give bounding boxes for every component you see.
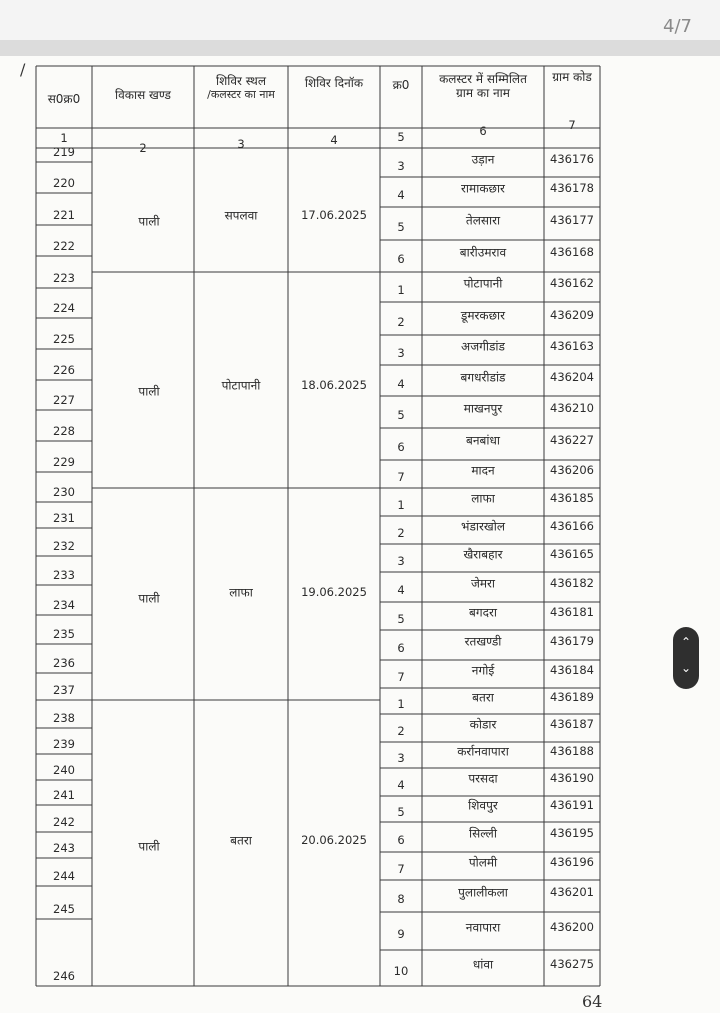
village-name: रामाकछार <box>461 181 505 196</box>
village-name: तेलसारा <box>465 213 501 227</box>
village-seq: 8 <box>397 892 405 906</box>
village-name: रतखण्डी <box>464 634 502 649</box>
village-name: पोटापानी <box>463 276 503 291</box>
serial-number: 222 <box>53 239 75 253</box>
village-name: बारीउमराव <box>459 245 507 260</box>
group-date: 18.06.2025 <box>301 378 367 392</box>
serial-number: 223 <box>53 271 75 285</box>
header-village-line1: कलस्टर में सम्मिलित <box>439 72 527 86</box>
page-scroll-control[interactable] <box>673 627 699 689</box>
village-code: 436195 <box>550 826 594 840</box>
header-camp-site <box>194 74 288 102</box>
village-name: धांवा <box>472 957 494 972</box>
village-seq: 2 <box>397 526 405 540</box>
group-block: पाली <box>138 591 160 606</box>
village-code: 436206 <box>550 463 594 477</box>
serial-number: 239 <box>53 737 75 751</box>
village-seq: 7 <box>397 862 405 876</box>
serial-number: 228 <box>53 424 75 438</box>
serial-number: 230 <box>53 485 75 499</box>
village-code: 436182 <box>550 576 594 590</box>
village-seq: 1 <box>397 498 405 512</box>
village-code: 436185 <box>550 491 594 505</box>
village-name: डूमरकछार <box>460 308 506 322</box>
village-seq: 7 <box>397 470 405 484</box>
village-seq: 5 <box>397 219 405 234</box>
village-seq: 2 <box>397 314 405 329</box>
serial-number: 221 <box>53 208 75 222</box>
serial-number: 233 <box>53 568 75 582</box>
village-seq: 5 <box>397 805 405 819</box>
village-code: 436165 <box>550 547 594 561</box>
header-block: विकास खण्ड <box>115 88 171 102</box>
village-name: नवापारा <box>465 920 501 935</box>
serial-number: 229 <box>53 455 75 469</box>
village-code: 436275 <box>550 957 594 971</box>
village-seq: 10 <box>393 964 409 978</box>
village-seq: 3 <box>397 158 405 173</box>
serial-number: 227 <box>53 393 75 407</box>
colnum-1: 1 <box>60 131 68 145</box>
village-seq: 1 <box>397 283 405 297</box>
village-code: 436227 <box>550 433 594 447</box>
village-name: कर्रानवापारा <box>457 744 509 759</box>
group-block: पाली <box>138 839 160 854</box>
colnum-7: 7 <box>568 118 576 132</box>
group-date: 19.06.2025 <box>301 585 367 599</box>
village-code: 436162 <box>550 276 594 290</box>
village-seq: 4 <box>397 583 405 597</box>
colnum-2: 2 <box>139 141 147 155</box>
header-village-name <box>422 72 544 100</box>
colnum-5: 5 <box>397 130 405 144</box>
page-indicator: 4/7 <box>663 16 692 37</box>
serial-number: 220 <box>53 176 75 190</box>
village-code: 436200 <box>550 920 594 934</box>
group-camp: सपलवा <box>224 208 258 223</box>
village-code: 436210 <box>550 401 594 415</box>
village-code: 436209 <box>550 307 594 322</box>
serial-number: 240 <box>53 763 75 777</box>
village-code: 436166 <box>550 519 594 533</box>
village-code: 436187 <box>550 717 594 731</box>
village-name: बगधरीडांड <box>460 370 506 384</box>
village-code: 436184 <box>550 663 594 677</box>
village-seq: 3 <box>397 346 405 360</box>
header-serial: स0क्र0 <box>47 92 81 106</box>
serial-number: 219 <box>53 145 75 159</box>
group-camp: बतरा <box>230 833 252 848</box>
header-seq: क्र0 <box>392 78 410 92</box>
village-code: 436181 <box>550 605 594 619</box>
colnum-4: 4 <box>330 133 338 147</box>
village-code: 436176 <box>550 151 594 166</box>
village-code: 436196 <box>550 855 594 869</box>
serial-number: 224 <box>53 301 75 315</box>
group-camp: पोटापानी <box>221 378 261 393</box>
serial-number: 246 <box>53 969 75 983</box>
header-village-code: ग्राम कोड <box>552 70 592 84</box>
village-name: लाफा <box>471 491 495 506</box>
scroll-down-icon[interactable]: ⌄ <box>680 661 692 675</box>
group-camp: लाफा <box>229 585 253 600</box>
header-camp-site-line1: शिविर स्थल <box>215 74 266 88</box>
village-code: 436163 <box>550 339 594 353</box>
serial-number: 232 <box>53 539 75 553</box>
village-seq: 2 <box>397 724 405 738</box>
village-code: 436190 <box>550 771 594 785</box>
village-name: बतरा <box>472 690 494 705</box>
serial-number: 235 <box>53 627 75 641</box>
header-camp-date: शिविर दिनॉक <box>304 76 364 90</box>
village-code: 436201 <box>550 885 594 899</box>
village-name: परसदा <box>468 771 498 786</box>
village-name: पोलमी <box>468 855 498 870</box>
colnum-6: 6 <box>479 124 487 138</box>
village-name: शिवपुर <box>468 798 498 813</box>
serial-number: 242 <box>53 815 75 829</box>
serial-number: 238 <box>53 711 75 725</box>
village-seq: 4 <box>397 778 405 792</box>
village-name: खैराबहार <box>463 547 503 562</box>
village-seq: 9 <box>397 927 405 941</box>
corner-mark: / <box>20 60 26 79</box>
village-code: 436191 <box>550 798 594 812</box>
village-name: उड़ान <box>471 152 495 166</box>
signature-mark: 64 <box>582 992 603 1011</box>
village-name: जेमरा <box>470 576 496 591</box>
village-code: 436189 <box>550 690 594 704</box>
village-name: बनबांधा <box>466 433 500 448</box>
serial-number: 234 <box>53 598 75 612</box>
village-name: पुलालीकला <box>458 885 508 900</box>
village-seq: 6 <box>397 252 405 266</box>
village-code: 436177 <box>550 212 594 227</box>
village-name: मादन <box>471 463 495 478</box>
serial-number: 225 <box>53 332 75 346</box>
serial-number: 244 <box>53 869 75 883</box>
colnum-3: 3 <box>237 137 245 151</box>
village-code: 436178 <box>550 181 594 195</box>
village-seq: 5 <box>397 408 405 422</box>
village-code: 436168 <box>550 245 594 259</box>
village-seq: 3 <box>397 554 405 568</box>
village-name: अजगीडांड <box>461 339 505 354</box>
village-seq: 6 <box>397 440 405 454</box>
village-name: सिल्ली <box>469 826 497 841</box>
village-seq: 5 <box>397 612 405 626</box>
village-code: 436204 <box>550 369 594 384</box>
serial-number: 241 <box>53 788 75 802</box>
serial-number: 236 <box>53 656 75 670</box>
serial-number: 231 <box>53 511 75 525</box>
village-seq: 7 <box>397 670 405 684</box>
serial-number: 245 <box>53 902 75 916</box>
header-village-line2: ग्राम का नाम <box>456 86 510 100</box>
header-camp-site-line2: /कलस्टर का नाम <box>207 88 275 101</box>
village-name: भंडारखोल <box>461 519 505 534</box>
serial-number: 237 <box>53 683 75 697</box>
village-name: माखनपुर <box>463 401 503 416</box>
village-seq: 3 <box>397 751 405 765</box>
group-date: 17.06.2025 <box>301 208 367 222</box>
village-name: नगोई <box>471 663 495 678</box>
village-code: 436188 <box>550 744 594 758</box>
village-seq: 1 <box>397 697 405 711</box>
serial-number: 226 <box>53 363 75 377</box>
village-seq: 6 <box>397 641 405 655</box>
village-code: 436179 <box>550 634 594 648</box>
village-name: कोडार <box>469 717 497 732</box>
scroll-up-icon[interactable]: ⌃ <box>680 635 692 649</box>
village-name: बगदरा <box>469 605 497 620</box>
serial-number: 243 <box>53 841 75 855</box>
village-seq: 4 <box>397 188 405 202</box>
village-seq: 6 <box>397 833 405 847</box>
village-seq: 4 <box>397 376 405 391</box>
group-block: पाली <box>138 214 160 229</box>
group-block: पाली <box>138 384 160 399</box>
group-date: 20.06.2025 <box>301 833 367 847</box>
